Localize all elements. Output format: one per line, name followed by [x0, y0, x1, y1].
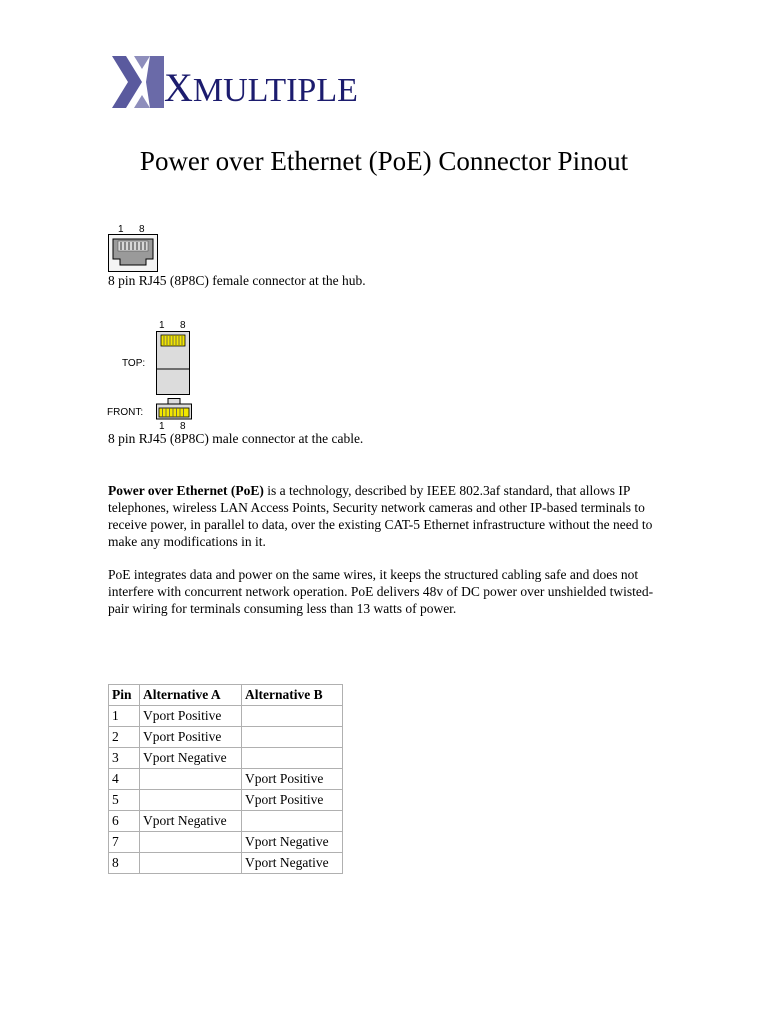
cell-pin: 1 [109, 706, 140, 727]
male-bottom-pin-label-1: 1 [159, 421, 165, 432]
header-alternative-a: Alternative A [140, 685, 242, 706]
intro-paragraph [108, 482, 668, 550]
cell-alternative-b [242, 727, 343, 748]
table-row [109, 706, 343, 727]
cell-alternative-a: Vport Negative [140, 748, 242, 769]
xmultiple-logo-mark-icon [112, 56, 164, 108]
table-header-row [109, 685, 343, 706]
table-row [109, 727, 343, 748]
header-alternative-b: Alternative B [242, 685, 343, 706]
cell-alternative-b [242, 811, 343, 832]
logo-wordmark-initial: X [164, 65, 193, 110]
intro-text: is a technology, described by IEEE 802.3af standard, that allows IP telephones, wireless LAN Access Points, Security network cameras and other IP-based terminals to receive power, in parallel to data, over the existing CAT-5 Ethernet infrastructure without the need to make any modifications in it. [108, 483, 653, 549]
logo-wordmark-rest: MULTIPLE [192, 72, 358, 109]
male-top-pin-label-8: 8 [180, 320, 186, 331]
cell-alternative-a [140, 769, 242, 790]
table-row [109, 832, 343, 853]
poe-paragraph: PoE integrates data and power on the same wires, it keeps the structured cabling safe and does not interfere with concurrent network operation. PoE delivers 48v of DC power over unshielded twisted-pair wiring for terminals consuming less than 13 watts of power. [108, 567, 654, 616]
logo-wordmark [164, 65, 358, 111]
table-row [109, 769, 343, 790]
cell-pin: 6 [109, 811, 140, 832]
cell-pin: 5 [109, 790, 140, 811]
page-title: Power over Ethernet (PoE) Connector Pinout [139, 146, 629, 176]
table-row [109, 811, 343, 832]
cell-alternative-a [140, 853, 242, 874]
cell-pin: 2 [109, 727, 140, 748]
male-bottom-pin-label-8: 8 [180, 421, 186, 432]
female-pin-label-1: 1 [118, 224, 124, 235]
female-rj45-connector-icon [108, 234, 158, 272]
table-row [109, 748, 343, 769]
cell-alternative-a [140, 790, 242, 811]
cell-alternative-b [242, 706, 343, 727]
header-pin: Pin [109, 685, 140, 706]
female-connector-caption: 8 pin RJ45 (8P8C) female connector at the hub. [108, 273, 366, 288]
table-row [109, 790, 343, 811]
cell-pin: 4 [109, 769, 140, 790]
pinout-table [108, 684, 343, 874]
male-rj45-top-view-icon [156, 331, 190, 395]
cell-alternative-b: Vport Negative [242, 853, 343, 874]
male-rj45-front-view-icon [156, 398, 192, 420]
male-front-label: FRONT: [107, 407, 144, 418]
cell-alternative-b: Vport Negative [242, 832, 343, 853]
table-row [109, 853, 343, 874]
xmultiple-logo [112, 56, 382, 108]
cell-alternative-a [140, 832, 242, 853]
cell-alternative-b: Vport Positive [242, 769, 343, 790]
cell-alternative-b [242, 748, 343, 769]
cell-alternative-a: Vport Positive [140, 727, 242, 748]
male-top-pin-label-1: 1 [159, 320, 165, 331]
cell-alternative-a: Vport Negative [140, 811, 242, 832]
cell-pin: 7 [109, 832, 140, 853]
intro-bold-term: Power over Ethernet (PoE) [108, 483, 264, 498]
cell-alternative-a: Vport Positive [140, 706, 242, 727]
male-top-label: TOP: [122, 358, 146, 369]
cell-pin: 3 [109, 748, 140, 769]
female-pin-label-8: 8 [139, 224, 145, 235]
cell-pin: 8 [109, 853, 140, 874]
cell-alternative-b: Vport Positive [242, 790, 343, 811]
male-connector-caption: 8 pin RJ45 (8P8C) male connector at the cable. [108, 431, 364, 446]
